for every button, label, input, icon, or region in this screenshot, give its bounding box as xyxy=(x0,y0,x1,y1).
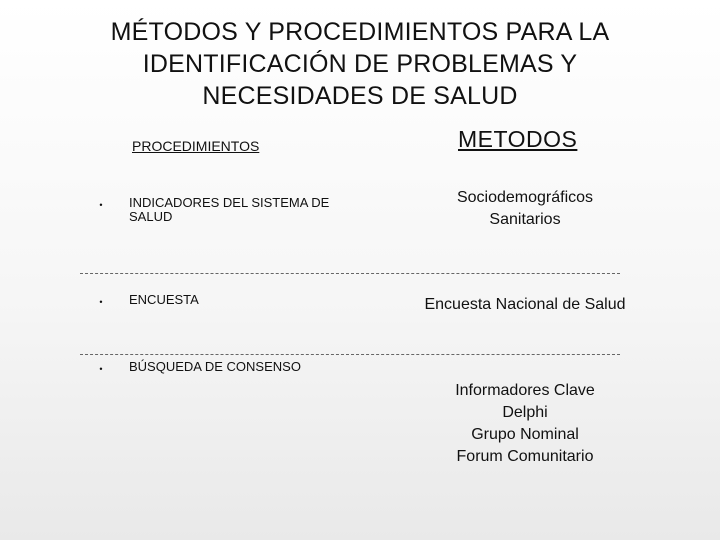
method-item: Delphi xyxy=(502,404,548,421)
method-item: Forum Comunitario xyxy=(456,448,594,465)
method-item: Encuesta Nacional de Salud xyxy=(424,296,626,313)
slide-title xyxy=(40,16,680,112)
title-line-2: IDENTIFICACIÓN DE PROBLEMAS Y xyxy=(142,50,578,78)
procedure-encuesta: ENCUESTA xyxy=(129,292,199,307)
metodos-header: METODOS xyxy=(458,126,578,152)
separator-line xyxy=(80,354,620,355)
bullet-marker: • xyxy=(99,364,103,374)
separator-line xyxy=(80,273,620,274)
procedure-indicadores: INDICADORES DEL SISTEMA DE SALUD xyxy=(129,195,330,224)
methods-row-3 xyxy=(430,380,620,468)
method-item: Sanitarios xyxy=(489,211,561,228)
title-line-1: MÉTODOS Y PROCEDIMIENTOS PARA LA xyxy=(110,18,610,46)
procedimientos-header: PROCEDIMIENTOS xyxy=(132,138,260,154)
method-item: Grupo Nominal xyxy=(471,426,579,443)
procedure-busqueda: BÚSQUEDA DE CONSENSO xyxy=(129,359,301,374)
methods-row-1 xyxy=(430,187,620,231)
method-item: Informadores Clave xyxy=(455,382,595,399)
title-line-3: NECESIDADES DE SALUD xyxy=(202,82,518,110)
bullet-marker: • xyxy=(99,200,103,210)
methods-row-2 xyxy=(405,294,645,316)
method-item: Sociodemográficos xyxy=(456,189,594,206)
bullet-marker: • xyxy=(99,297,103,307)
